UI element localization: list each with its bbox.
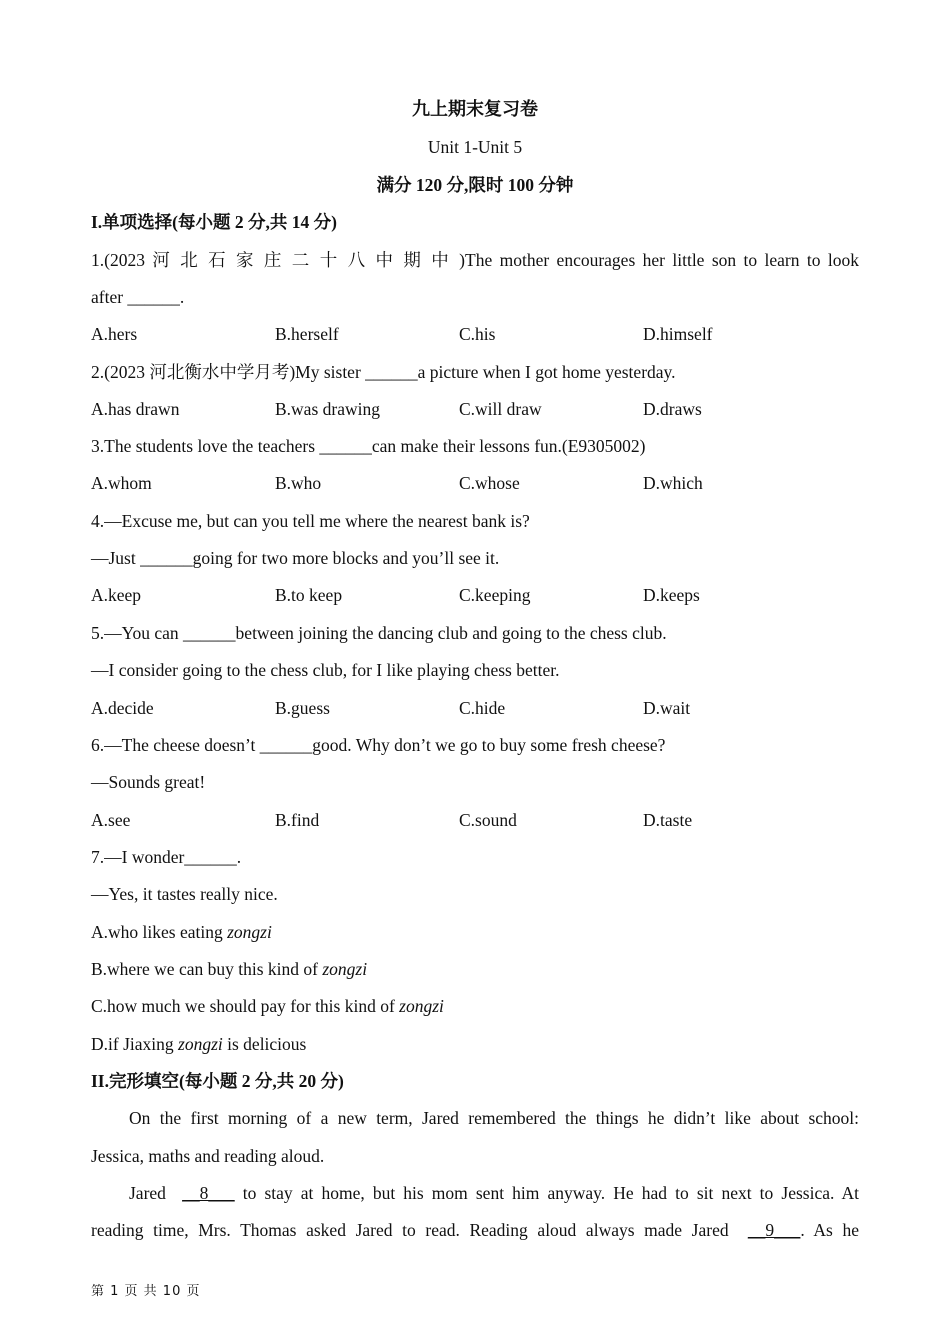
q2-option-c: C.will draw bbox=[459, 399, 542, 419]
q3-option-b: B.who bbox=[275, 473, 322, 493]
q2-line1: 2.(2023 河北衡水中学月考)My sister ______a picture when I got home yesterday. bbox=[91, 362, 676, 382]
passage-para2-line1 bbox=[91, 1182, 859, 1204]
q1-option-a: A.hers bbox=[91, 324, 138, 344]
q7-line1: 7.—I wonder______. bbox=[91, 847, 242, 867]
q6-option-d: D.taste bbox=[643, 810, 693, 830]
q5-line2: —I consider going to the chess club, for I like playing chess better. bbox=[91, 660, 560, 680]
paper-title: 九上期末复习卷 bbox=[412, 99, 538, 119]
q4-option-a: A.keep bbox=[91, 585, 142, 605]
passage-para2-line2 bbox=[91, 1219, 859, 1241]
q3-option-a: A.whom bbox=[91, 473, 152, 493]
q7-option-c-text: C.how much we should pay for this kind of bbox=[91, 996, 400, 1016]
section2-heading: II.完形填空(每小题 2 分,共 20 分) bbox=[91, 1071, 344, 1091]
q4-option-b: B.to keep bbox=[275, 585, 343, 605]
q5-option-d: D.wait bbox=[643, 698, 691, 718]
blank-9: __9___ bbox=[747, 1220, 801, 1240]
q4-line1: 4.—Excuse me, but can you tell me where the nearest bank is? bbox=[91, 511, 530, 531]
q7-option-b bbox=[91, 958, 859, 980]
passage-text: . As he bbox=[800, 1220, 860, 1240]
passage-text: reading time, Mrs. Thomas asked Jared to read. Reading aloud always made Jared bbox=[91, 1220, 739, 1240]
q5-line1: 5.—You can ______between joining the dancing club and going to the chess club. bbox=[91, 623, 667, 643]
q4-option-c: C.keeping bbox=[459, 585, 531, 605]
q6-line2: —Sounds great! bbox=[91, 772, 206, 792]
q7-line2: —Yes, it tastes really nice. bbox=[91, 884, 278, 904]
q6-option-a: A.see bbox=[91, 810, 131, 830]
q3-option-d: D.which bbox=[643, 473, 703, 493]
q2-option-d: D.draws bbox=[643, 399, 702, 419]
q5-option-c: C.hide bbox=[459, 698, 506, 718]
q5-option-a: A.decide bbox=[91, 698, 154, 718]
q7-option-d-italic: zongzi bbox=[178, 1034, 223, 1054]
q2-option-a: A.has drawn bbox=[91, 399, 180, 419]
q7-option-d-text: D.if Jiaxing bbox=[91, 1034, 179, 1054]
q6-option-b: B.find bbox=[275, 810, 320, 830]
passage-text: to stay at home, but his mom sent him anyway. He had to sit next to Jessica. At bbox=[234, 1183, 859, 1203]
page-footer: 第 1 页 共 10 页 bbox=[91, 1284, 201, 1299]
paper-subtitle: Unit 1-Unit 5 bbox=[427, 137, 523, 157]
section1-heading: I.单项选择(每小题 2 分,共 14 分) bbox=[91, 212, 337, 232]
q7-option-a-text: A.who likes eating bbox=[91, 922, 228, 942]
q7-option-a bbox=[91, 921, 859, 943]
passage-para1-line1: On the first morning of a new term, Jared remembered the things he didn’t like about school: bbox=[129, 1108, 859, 1128]
q4-option-d: D.keeps bbox=[643, 585, 700, 605]
q3-option-c: C.whose bbox=[459, 473, 520, 493]
q1-line1: 1.(2023 河 北 石 家 庄 二 十 八 中 期 中 )The mother encourages her little son to learn to look bbox=[91, 250, 859, 270]
q4-line2: —Just ______going for two more blocks and you’ll see it. bbox=[91, 548, 500, 568]
q6-option-c: C.sound bbox=[459, 810, 517, 830]
passage-para1-line2: Jessica, maths and reading aloud. bbox=[91, 1146, 325, 1166]
q1-line2: after ______. bbox=[91, 287, 185, 307]
blank-8: __8___ bbox=[182, 1183, 235, 1203]
q6-line1: 6.—The cheese doesn’t ______good. Why don’t we go to buy some fresh cheese? bbox=[91, 735, 666, 755]
q1-option-b: B.herself bbox=[275, 324, 339, 344]
passage-text: Jared bbox=[129, 1183, 175, 1203]
score-info: 满分 120 分,限时 100 分钟 bbox=[376, 175, 574, 195]
q2-option-b: B.was drawing bbox=[275, 399, 380, 419]
q5-option-b: B.guess bbox=[275, 698, 330, 718]
q7-option-c bbox=[91, 995, 859, 1017]
q7-option-b-italic: zongzi bbox=[322, 959, 368, 979]
q7-option-d-text-end: is delicious bbox=[222, 1034, 307, 1054]
q7-option-a-italic: zongzi bbox=[227, 922, 272, 942]
q1-option-d: D.himself bbox=[643, 324, 713, 344]
q7-option-b-text: B.where we can buy this kind of bbox=[91, 959, 323, 979]
q3-line1: 3.The students love the teachers ______can make their lessons fun.(E9305002) bbox=[91, 436, 646, 456]
q7-option-c-italic: zongzi bbox=[399, 996, 444, 1016]
q7-option-d bbox=[91, 1033, 859, 1055]
q1-option-c: C.his bbox=[459, 324, 496, 344]
